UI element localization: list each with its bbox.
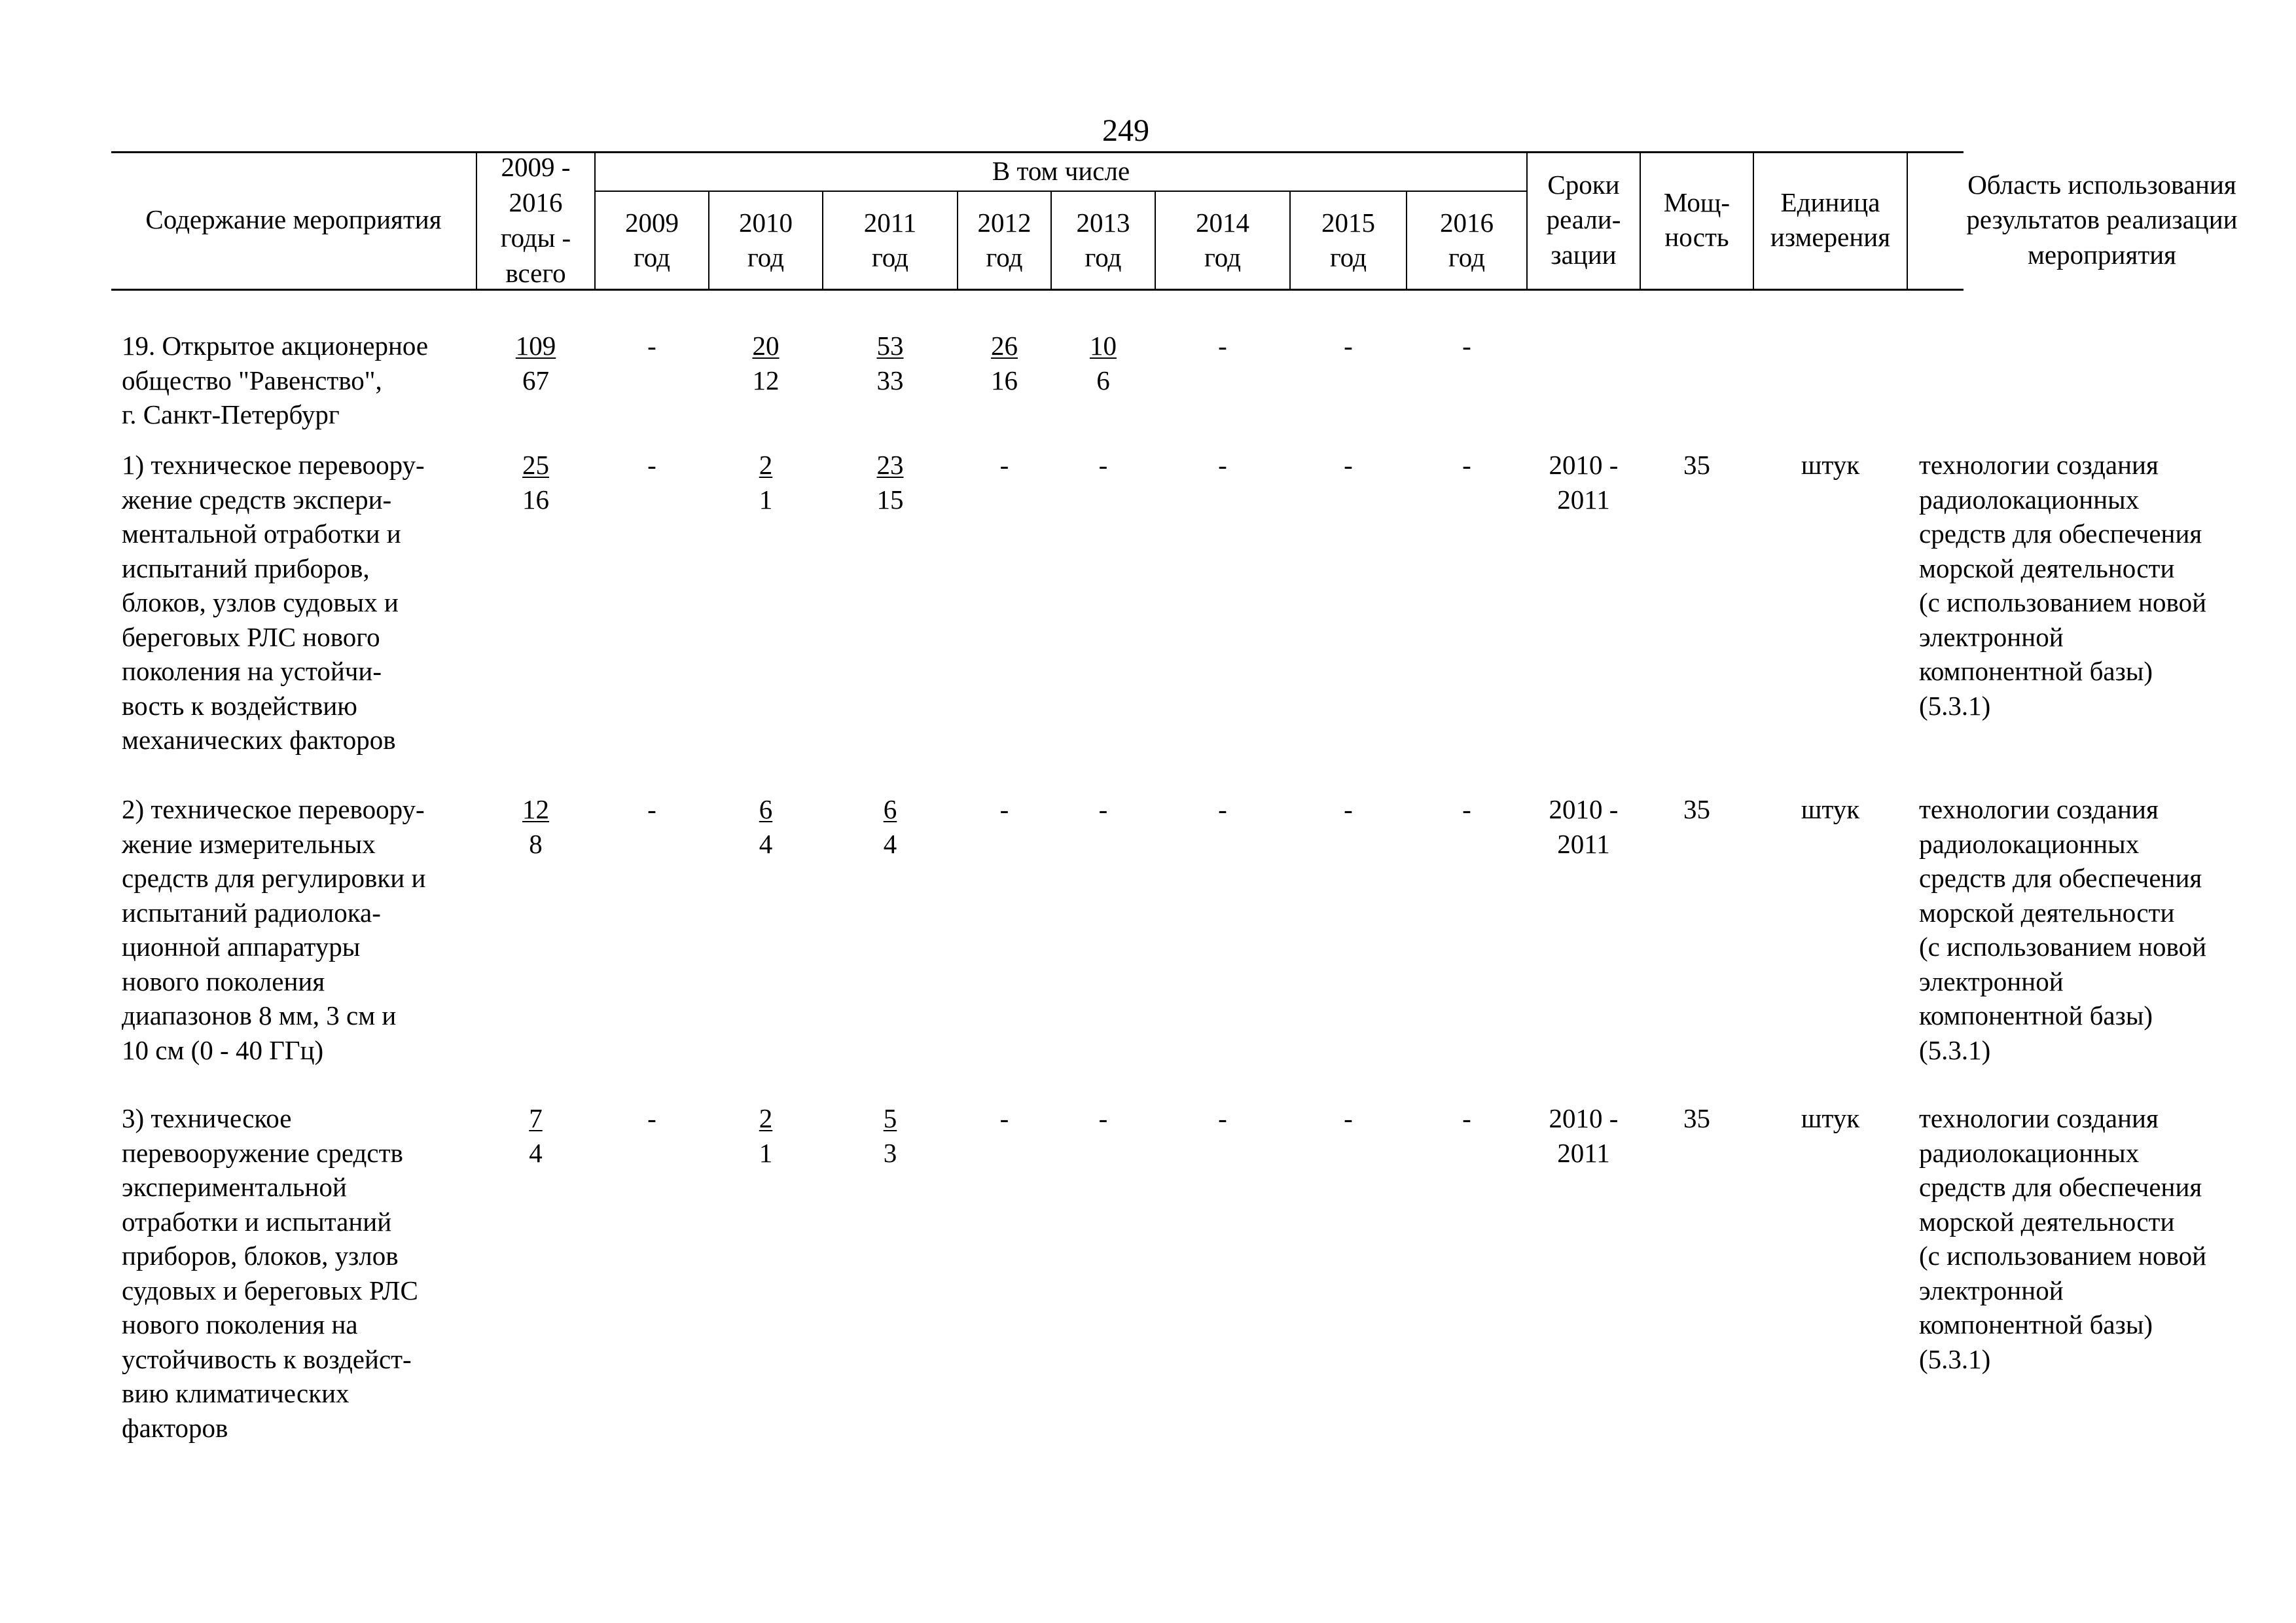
table-row-3-description: 3) техническое перевооружение средств экспериментальной отработки и испытаний приборов, блоков, узлов судовых и береговых РЛС нового поколения на устойчивость к воздейст- вию климатических факторов (122, 1103, 418, 1443)
table-row-2-2010: 6 4 (759, 794, 773, 859)
header-terms: Сроки реали- зации (1546, 170, 1621, 270)
table-row-3-2013: - (1098, 1103, 1108, 1133)
table-row-2-unit: штук (1801, 794, 1860, 824)
table-row-3-2015: - (1344, 1103, 1353, 1133)
table-row-3-2010: 2 1 (759, 1103, 773, 1168)
table-row-0-2013: 10 6 (1090, 331, 1117, 395)
table-row-1-2016: - (1462, 450, 1471, 480)
table-row-2-description: 2) техническое перевоору- жение измерительных средств для регулировки и испытаний радиолока- ционной аппаратуры нового поколения диапазонов 8 мм, 3 см и 10 см (0 - 40 ГГц) (122, 794, 426, 1065)
table-row-2-terms: 2010 - 2011 (1549, 794, 1619, 859)
table-row-1-area: технологии создания радиолокационных средств для обеспечения морской деятельности (с использованием новой электронной компонентной базы) (5.3.1) (1919, 450, 2207, 721)
header-year-2013: 2013 год (1076, 207, 1130, 272)
table-row-0-total: 109 67 (515, 331, 556, 395)
header-year-2012: 2012 год (977, 207, 1031, 272)
table-row-3-2016: - (1462, 1103, 1471, 1133)
table-row-2-2014: - (1218, 794, 1227, 824)
table-row-2-2015: - (1344, 794, 1353, 824)
table-row-0-description: 19. Открытое акционерное общество "Равенство", г. Санкт-Петербург (122, 331, 429, 429)
table-row-2-power: 35 (1683, 794, 1710, 824)
header-year-2015: 2015 год (1321, 207, 1375, 272)
header-year-2009: 2009 год (625, 207, 679, 272)
table-row-0-2014: - (1218, 331, 1227, 361)
header-total: 2009 - 2016 годы - всего (500, 152, 571, 288)
table-row-0-2009: - (647, 331, 656, 361)
table-row-1-2012: - (999, 450, 1009, 480)
table-row-2-area: технологии создания радиолокационных средств для обеспечения морской деятельности (с использованием новой электронной компонентной базы) (5.3.1) (1919, 794, 2207, 1065)
page-number: 249 (1102, 113, 1149, 148)
table-row-1-2013: - (1098, 450, 1108, 480)
table-row-0-2016: - (1462, 331, 1471, 361)
table-row-1-power: 35 (1683, 450, 1710, 480)
table-row-1-2014: - (1218, 450, 1227, 480)
table-row-2-2009: - (647, 794, 656, 824)
table-row-1-2011: 23 15 (876, 450, 904, 515)
table-row-3-power: 35 (1683, 1103, 1710, 1133)
header-unit: Единица измерения (1770, 187, 1891, 252)
table-row-0-2011: 53 33 (876, 331, 904, 395)
table-row-3-2014: - (1218, 1103, 1227, 1133)
table-row-3-unit: штук (1801, 1103, 1860, 1133)
header-content: Содержание мероприятия (145, 204, 442, 235)
header-including: В том числе (992, 156, 1130, 187)
table-row-3-terms: 2010 - 2011 (1549, 1103, 1619, 1168)
table-row-3-total: 7 4 (529, 1103, 543, 1168)
table-row-3-2009: - (647, 1103, 656, 1133)
table-row-1-2009: - (647, 450, 656, 480)
table-row-2-2011: 6 4 (883, 794, 897, 859)
table-row-2-2013: - (1098, 794, 1108, 824)
table-row-1-2015: - (1344, 450, 1353, 480)
table-row-0-2010: 20 12 (752, 331, 780, 395)
table-row-2-total: 12 8 (522, 794, 549, 859)
table-row-1-total: 25 16 (522, 450, 549, 515)
header-year-2011: 2011 год (863, 207, 917, 272)
header-year-2010: 2010 год (739, 207, 793, 272)
table-row-1-terms: 2010 - 2011 (1549, 450, 1619, 515)
header-area: Область использования результатов реализации мероприятия (1966, 170, 2238, 270)
table-row-0-2015: - (1344, 331, 1353, 361)
table-header-bottom-rule (111, 289, 1964, 291)
table-row-2-2012: - (999, 794, 1009, 824)
table-row-2-2016: - (1462, 794, 1471, 824)
table-row-3-area: технологии создания радиолокационных средств для обеспечения морской деятельности (с использованием новой электронной компонентной базы) (5.3.1) (1919, 1103, 2207, 1374)
table-row-1-unit: штук (1801, 450, 1860, 480)
header-year-2014: 2014 год (1196, 207, 1249, 272)
table-row-3-2012: - (999, 1103, 1009, 1133)
header-year-2016: 2016 год (1440, 207, 1494, 272)
table-row-1-description: 1) техническое перевоору- жение средств экспери- ментальной отработки и испытаний приборов, блоков, узлов судовых и береговых РЛС нового поколения на устойчи- вость к воздействию механических факторов (122, 450, 425, 755)
header-power: Мощ- ность (1663, 187, 1731, 252)
table-row-0-2012: 26 16 (991, 331, 1018, 395)
table-row-3-2011: 5 3 (883, 1103, 897, 1168)
table-row-1-2010: 2 1 (759, 450, 773, 515)
